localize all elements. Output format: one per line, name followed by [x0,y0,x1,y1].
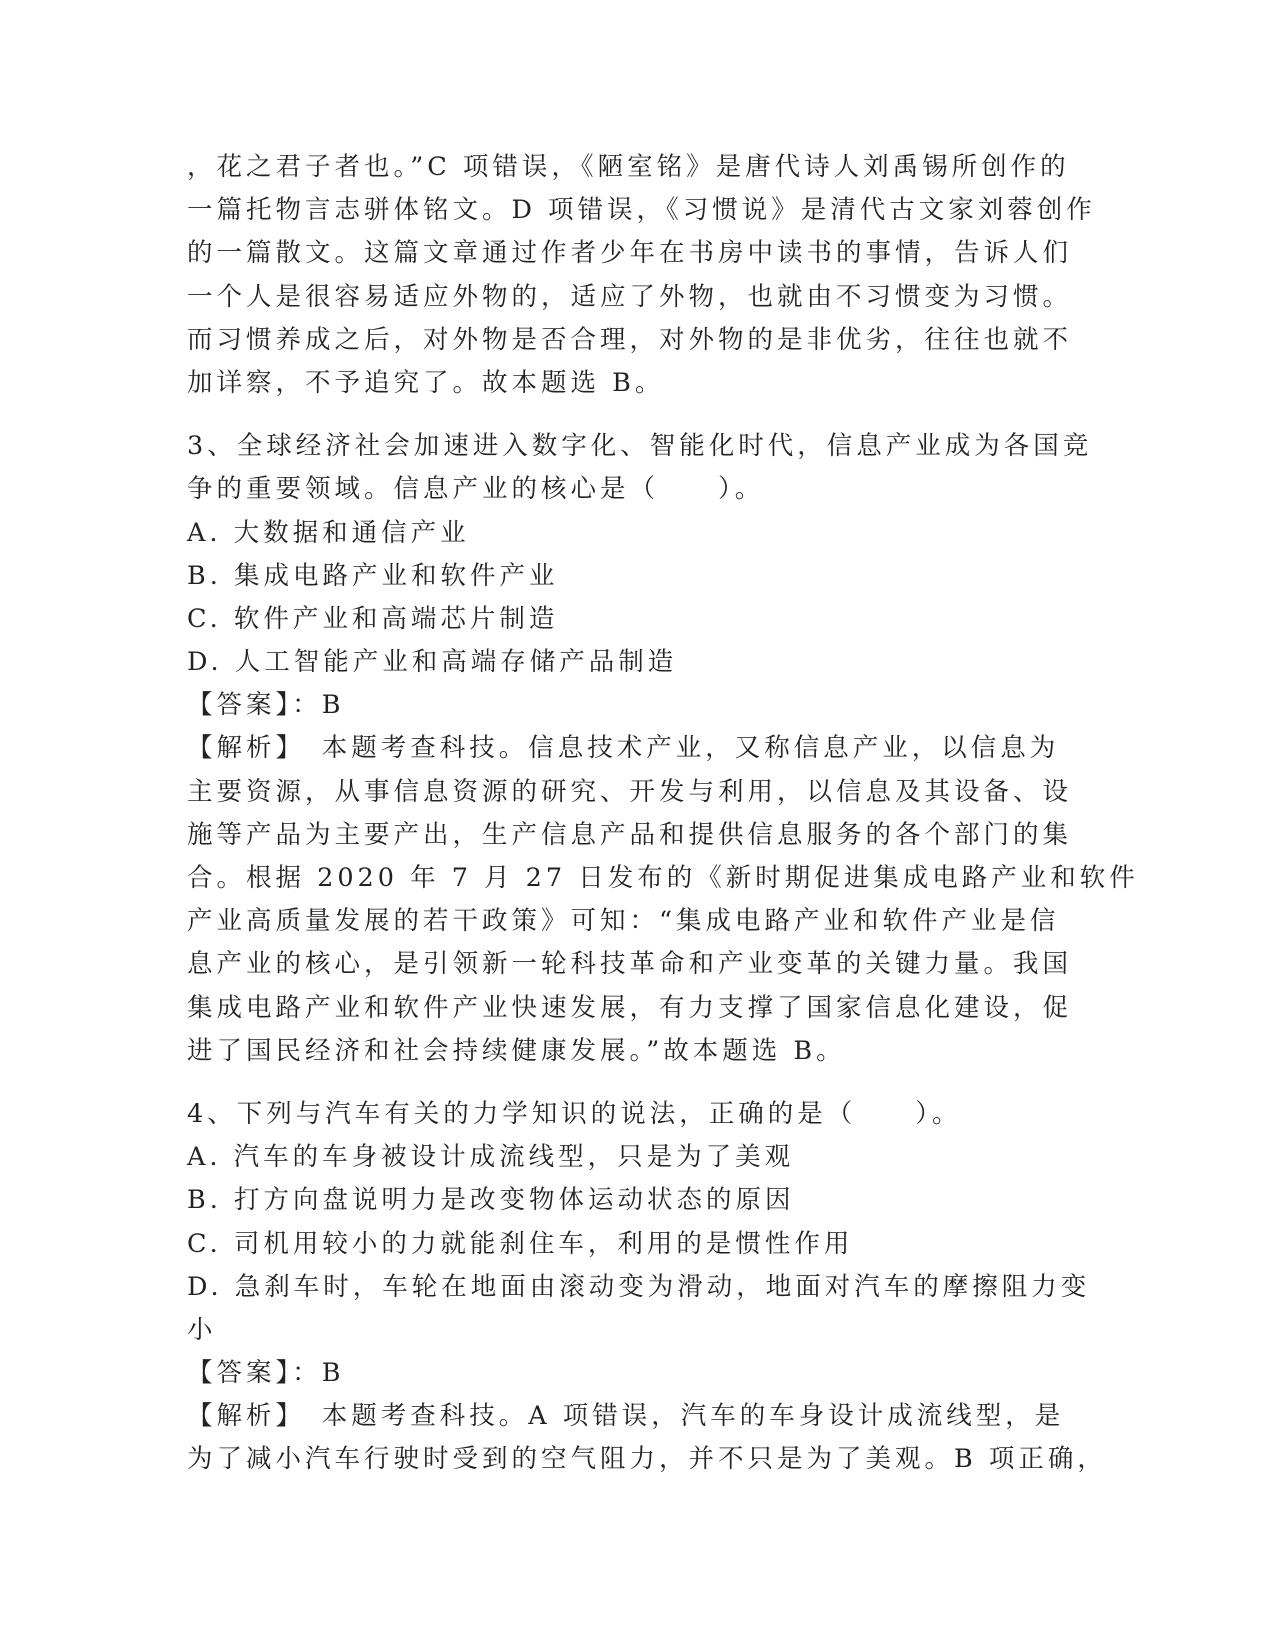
text-line: ，花之君子者也。”C 项错误，《陋室铭》是唐代诗人刘禹锡所创作的 [187,152,1070,182]
option-b: B. 集成电路产业和软件产业 [187,560,559,591]
question-4 [187,1093,1107,1482]
text-line: 一篇托物言志骈体铭文。D 项错误，《习惯说》是清代古文家刘蓉创作 [187,195,1096,226]
option-a: A. 大数据和通信产业 [187,517,470,548]
option-c: C. 司机用较小的力就能刹住车，利用的是惯性作用 [187,1228,854,1259]
option-d-continued: 小 [187,1314,217,1345]
option-a: A. 汽车的车身被设计成流线型，只是为了美观 [187,1142,795,1173]
paragraph-explanation-continued [187,146,1096,405]
analysis-line: 息产业的核心，是引领新一轮科技革命和产业变革的关键力量。我国 [187,949,1073,980]
paragraph-gap [187,405,1087,425]
question-3 [187,425,1139,1073]
question-stem-line: 4、下列与汽车有关的力学知识的说法，正确的是（ ）。 [187,1098,962,1129]
option-d: D. 急刹车时，车轮在地面由滚动变为滑动，地面对汽车的摩擦阻力变 [187,1271,1091,1302]
analysis-line: 主要资源，从事信息资源的研究、开发与利用，以信息及其设备、设 [187,776,1073,807]
analysis-line: 施等产品为主要产出，生产信息产品和提供信息服务的各个部门的集 [187,819,1073,850]
analysis-line: 为了减小汽车行驶时受到的空气阻力，并不只是为了美观。B 项正确， [187,1444,1107,1475]
answer-line: 【答案】：B [187,690,345,721]
paragraph-gap [187,1073,1087,1093]
option-b: B. 打方向盘说明力是改变物体运动状态的原因 [187,1185,795,1216]
analysis-line: 合。根据 2020 年 7 月 27 日发布的《新时期促进集成电路产业和软件 [187,863,1139,893]
answer-line: 【答案】：B [187,1358,345,1389]
option-d: D. 人工智能产业和高端存储产品制造 [187,647,678,678]
text-line: 一个人是很容易适应外物的，适应了外物，也就由不习惯变为习惯。 [187,281,1073,312]
question-stem-line: 3、全球经济社会加速进入数字化、智能化时代，信息产业成为各国竞 [187,431,1093,462]
text-line: 而习惯养成之后，对外物是否合理，对外物的是非优劣，往往也就不 [187,324,1073,355]
analysis-line: 产业高质量发展的若干政策》可知：“集成电路产业和软件产业是信 [187,906,1060,937]
document-body [187,146,1139,1482]
text-line: 的一篇散文。这篇文章通过作者少年在书房中读书的事情，告诉人们 [187,238,1073,269]
analysis-line: 【解析】 本题考查科技。信息技术产业，又称信息产业，以信息为 [187,733,1060,764]
analysis-line: 集成电路产业和软件产业快速发展，有力支撑了国家信息化建设，促 [187,992,1073,1023]
option-c: C. 软件产业和高端芯片制造 [187,603,559,634]
text-line: 加详察，不予追究了。故本题选 B。 [187,367,665,398]
analysis-line: 【解析】 本题考查科技。A 项错误，汽车的车身设计成流线型，是 [187,1401,1065,1432]
question-stem-line: 争的重要领域。信息产业的核心是（ ）。 [187,474,765,505]
analysis-line: 进了国民经济和社会持续健康发展。”故本题选 B。 [187,1035,846,1066]
